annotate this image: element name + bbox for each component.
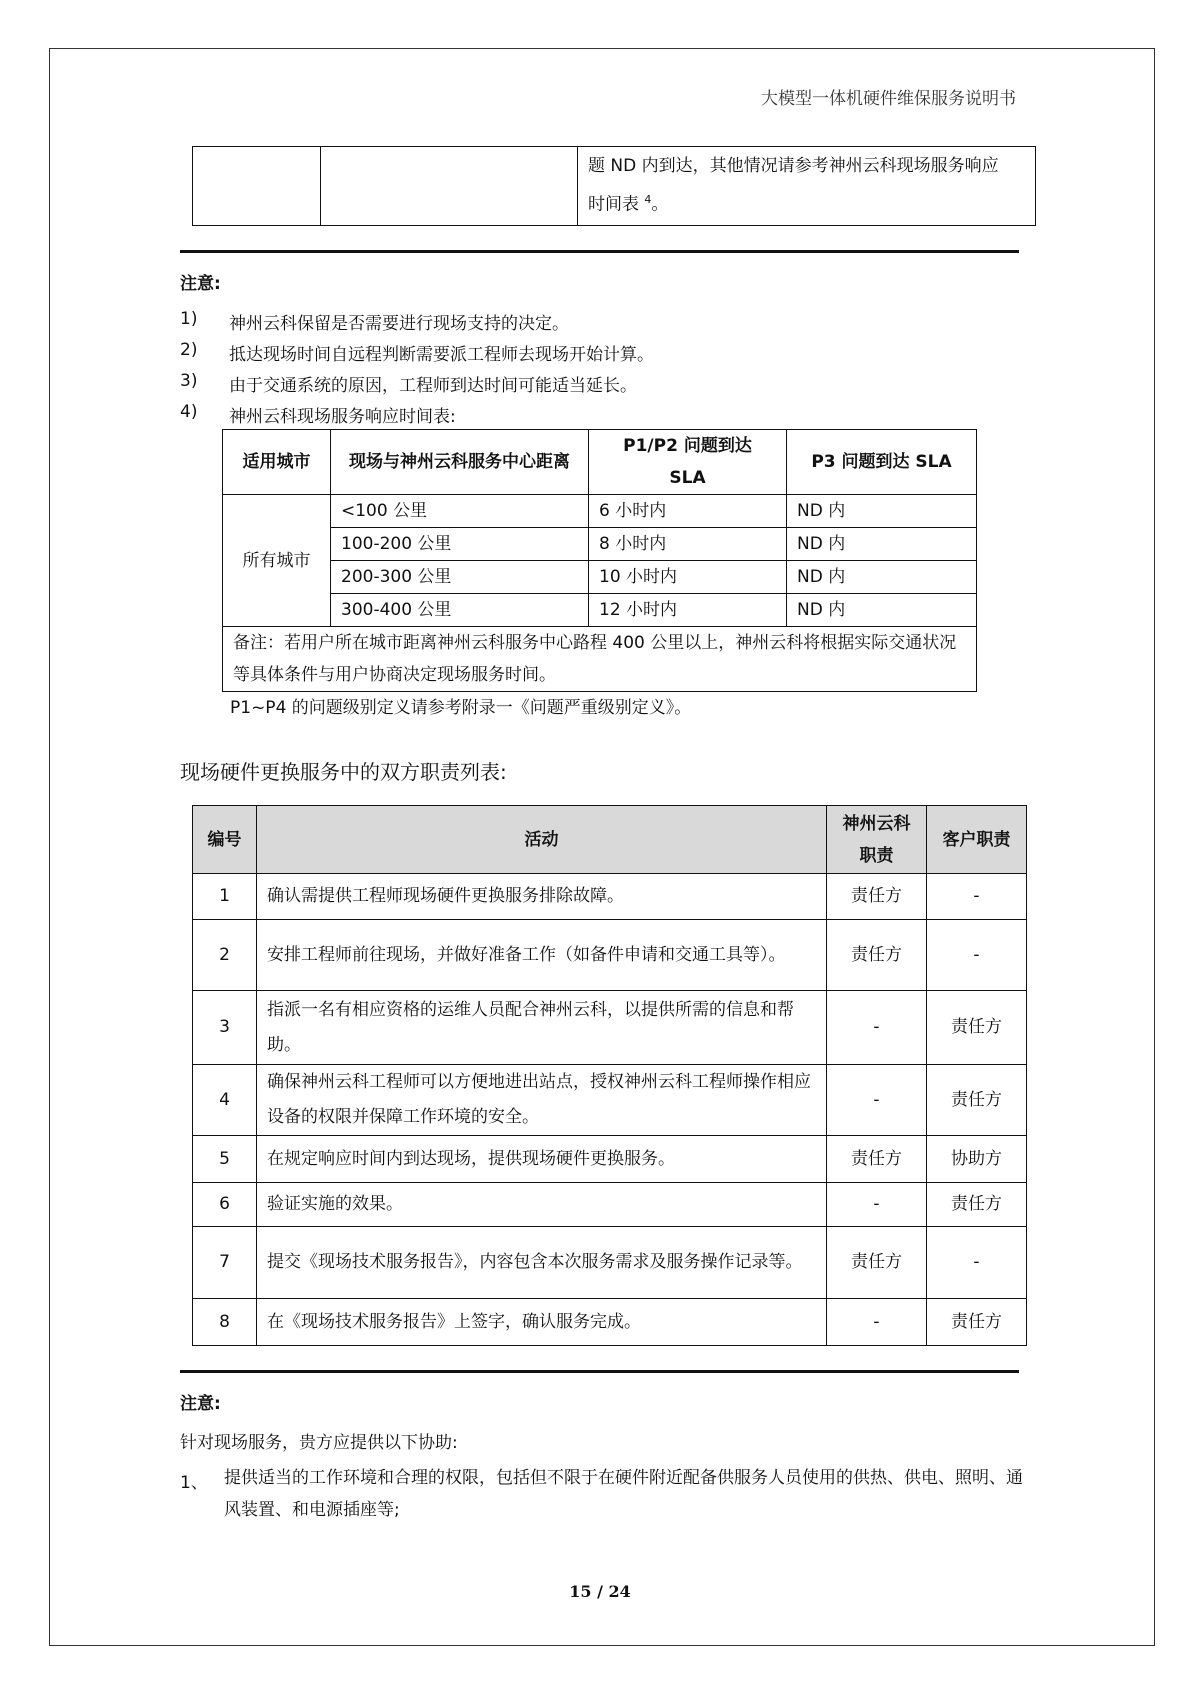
notice-item-text: 抵达现场时间自远程判断需要派工程师去现场开始计算。: [229, 345, 654, 365]
row-number: 6: [193, 1183, 257, 1227]
p1p2-cell: 6 小时内: [589, 495, 787, 528]
distance-cell: 300-400 公里: [331, 594, 589, 627]
resp-header: 客户职责: [927, 806, 1027, 874]
notice-intro: 针对现场服务，贵方应提供以下协助:: [180, 1433, 458, 1453]
customer-duty-cell: -: [927, 874, 1027, 920]
p3-cell: ND 内: [787, 528, 977, 561]
section-title: 现场硬件更换服务中的双方职责列表:: [180, 760, 507, 784]
customer-duty-cell: -: [927, 1227, 1027, 1299]
notice-item-number: 2): [180, 340, 198, 360]
activity-cell: 在规定响应时间内到达现场，提供现场硬件更换服务。: [257, 1136, 827, 1183]
vendor-duty-cell: -: [827, 1299, 927, 1346]
notice-title: 注意:: [180, 274, 221, 294]
customer-duty-cell: 责任方: [927, 1065, 1027, 1136]
continued-cell: 题 ND 内到达，其他情况请参考神州云科现场服务响应 时间表 $^4$。: [578, 147, 1036, 226]
sla-header: 适用城市: [223, 430, 331, 495]
table-row: [193, 1299, 1027, 1346]
row-number: 2: [193, 920, 257, 991]
activity-cell: 安排工程师前往现场，并做好准备工作（如备件申请和交通工具等）。: [257, 920, 827, 991]
customer-duty-cell: 协助方: [927, 1136, 1027, 1183]
notice-item-text: 提供适当的工作环境和合理的权限，包括但不限于在硬件附近配备供服务人员使用的供热、供电、照明、通风装置、和电源插座等;: [224, 1468, 1023, 1520]
remark-cell: 备注：若用户所在城市距离神州云科服务中心路程 400 公里以上，神州云科将根据实际交通状况等具体条件与用户协商决定现场服务时间。: [223, 627, 977, 692]
activity-cell: 确保神州云科工程师可以方便地进出站点，授权神州云科工程师操作相应设备的权限并保障工作环境的安全。: [257, 1065, 827, 1136]
p3-cell: ND 内: [787, 594, 977, 627]
table-row: [193, 1136, 1027, 1183]
customer-duty-cell: 责任方: [927, 1183, 1027, 1227]
sla-table: [222, 429, 977, 692]
p3-cell: ND 内: [787, 495, 977, 528]
sla-row: [223, 495, 977, 528]
notice-item-number: 4): [180, 402, 198, 422]
activity-cell: 验证实施的效果。: [257, 1183, 827, 1227]
running-header: 大模型一体机硬件维保服务说明书: [761, 89, 1016, 109]
activity-cell: 在《现场技术服务报告》上签字，确认服务完成。: [257, 1299, 827, 1346]
table-row: [193, 1065, 1027, 1136]
distance-cell: 100-200 公里: [331, 528, 589, 561]
resp-header: 活动: [257, 806, 827, 874]
customer-duty-cell: 责任方: [927, 1299, 1027, 1346]
p3-cell: ND 内: [787, 561, 977, 594]
table-row: [193, 1183, 1027, 1227]
continued-table: [192, 146, 1036, 226]
row-number: 3: [193, 991, 257, 1065]
distance-cell: 200-300 公里: [331, 561, 589, 594]
sla-header: P3 问题到达 SLA: [787, 430, 977, 495]
table-row: [193, 991, 1027, 1065]
page-number: 15 / 24: [569, 1582, 631, 1601]
divider: [180, 250, 1019, 253]
distance-cell: <100 公里: [331, 495, 589, 528]
notice-item-number: 3): [180, 371, 198, 391]
notice-item-number: 1): [180, 309, 198, 329]
activity-cell: 确认需提供工程师现场硬件更换服务排除故障。: [257, 874, 827, 920]
vendor-duty-cell: 责任方: [827, 920, 927, 991]
row-number: 8: [193, 1299, 257, 1346]
resp-header: 编号: [193, 806, 257, 874]
vendor-duty-cell: -: [827, 1183, 927, 1227]
row-number: 4: [193, 1065, 257, 1136]
notice-item-number: 1、: [180, 1473, 208, 1493]
row-number: 5: [193, 1136, 257, 1183]
vendor-duty-cell: -: [827, 1065, 927, 1136]
p1p2-cell: 8 小时内: [589, 528, 787, 561]
resp-header: 神州云科职责: [827, 806, 927, 874]
responsibility-table: [192, 805, 1027, 1346]
sla-footnote: P1~P4 的问题级别定义请参考附录一《问题严重级别定义》。: [230, 698, 692, 718]
city-cell: 所有城市: [223, 495, 331, 627]
notice-item-text: 神州云科保留是否需要进行现场支持的决定。: [229, 314, 569, 334]
vendor-duty-cell: -: [827, 991, 927, 1065]
sla-header: 现场与神州云科服务中心距离: [331, 430, 589, 495]
table-row: [193, 920, 1027, 991]
activity-cell: 提交《现场技术服务报告》，内容包含本次服务需求及服务操作记录等。: [257, 1227, 827, 1299]
table-row: [193, 874, 1027, 920]
p1p2-cell: 12 小时内: [589, 594, 787, 627]
p1p2-cell: 10 小时内: [589, 561, 787, 594]
notice-item-text: 神州云科现场服务响应时间表:: [229, 407, 456, 427]
notice-item-text: 由于交通系统的原因，工程师到达时间可能适当延长。: [229, 376, 637, 396]
empty-cell: [321, 147, 578, 226]
sla-row: [223, 561, 977, 594]
row-number: 1: [193, 874, 257, 920]
customer-duty-cell: 责任方: [927, 991, 1027, 1065]
sla-row: [223, 594, 977, 627]
divider: [180, 1370, 1019, 1373]
sla-header: P1/P2 问题到达 SLA: [589, 430, 787, 495]
customer-duty-cell: -: [927, 920, 1027, 991]
vendor-duty-cell: 责任方: [827, 874, 927, 920]
row-number: 7: [193, 1227, 257, 1299]
sla-row: [223, 528, 977, 561]
table-row: [193, 1227, 1027, 1299]
activity-cell: 指派一名有相应资格的运维人员配合神州云科，以提供所需的信息和帮助。: [257, 991, 827, 1065]
empty-cell: [193, 147, 321, 226]
notice-title: 注意:: [180, 1394, 221, 1414]
vendor-duty-cell: 责任方: [827, 1227, 927, 1299]
vendor-duty-cell: 责任方: [827, 1136, 927, 1183]
